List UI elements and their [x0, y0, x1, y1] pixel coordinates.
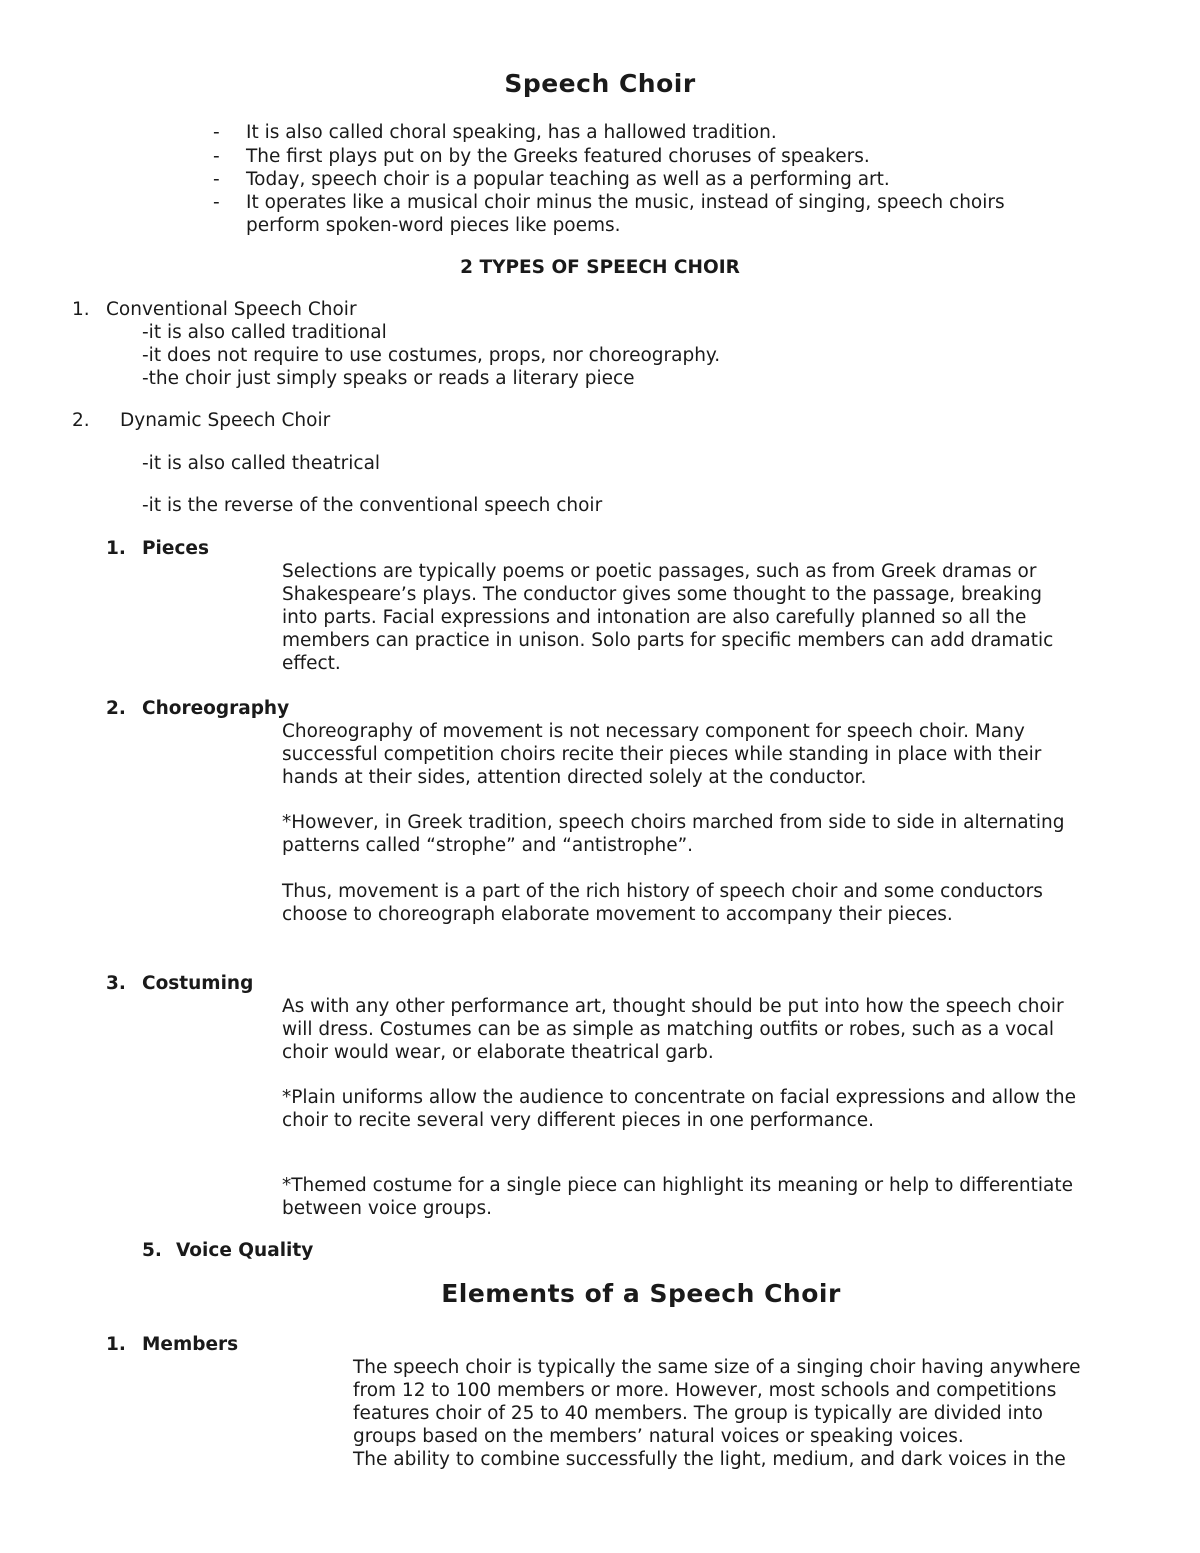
- type1-number: 1.: [72, 299, 90, 320]
- members-line: groups based on the members’ natural voices or speaking voices.: [353, 1426, 964, 1447]
- bullet-dash: -: [213, 169, 220, 190]
- costuming-line: will dress. Costumes can be as simple as matching outfits or robes, such as a vocal: [282, 1019, 1055, 1040]
- type2-label: Dynamic Speech Choir: [120, 410, 331, 431]
- intro-bullet: Today, speech choir is a popular teaching as well as a performing art.: [246, 169, 890, 190]
- members-number: 1.: [106, 1334, 126, 1355]
- members-line: features choir of 25 to 40 members. The group is typically are divided into: [353, 1403, 1043, 1424]
- costuming-heading: Costuming: [142, 973, 254, 994]
- bullet-dash: -: [213, 146, 220, 167]
- members-line: The ability to combine successfully the light, medium, and dark voices in the: [353, 1449, 1066, 1470]
- type1-note: -the choir just simply speaks or reads a literary piece: [142, 368, 635, 389]
- type2-number: 2.: [72, 410, 90, 431]
- bullet-dash: -: [213, 192, 220, 213]
- intro-bullet: It is also called choral speaking, has a hallowed tradition.: [246, 122, 777, 143]
- members-line: The speech choir is typically the same size of a singing choir having anywhere: [353, 1357, 1081, 1378]
- costuming-line: *Plain uniforms allow the audience to concentrate on facial expressions and allow the: [282, 1087, 1076, 1108]
- intro-bullet: It operates like a musical choir minus the music, instead of singing, speech choirs: [246, 192, 1005, 213]
- intro-bullet-continued: perform spoken-word pieces like poems.: [246, 215, 621, 236]
- choreography-line: Choreography of movement is not necessary component for speech choir. Many: [282, 721, 1025, 742]
- page-title: Speech Choir: [504, 69, 696, 98]
- type2-note: -it is also called theatrical: [142, 453, 381, 474]
- voice-quality-heading: Voice Quality: [176, 1240, 314, 1261]
- pieces-heading: Pieces: [142, 538, 209, 559]
- type1-note: -it does not require to use costumes, props, nor choreography.: [142, 345, 721, 366]
- bullet-dash: -: [213, 122, 220, 143]
- pieces-line: Selections are typically poems or poetic passages, such as from Greek dramas or: [282, 561, 1037, 582]
- costuming-line: choir would wear, or elaborate theatrical garb.: [282, 1042, 714, 1063]
- type1-note: -it is also called traditional: [142, 322, 387, 343]
- choreography-line: Thus, movement is a part of the rich history of speech choir and some conductors: [282, 881, 1043, 902]
- choreography-number: 2.: [106, 698, 126, 719]
- choreography-line: choose to choreograph elaborate movement to accompany their pieces.: [282, 904, 953, 925]
- choreography-line: *However, in Greek tradition, speech choirs marched from side to side in alternating: [282, 812, 1065, 833]
- intro-bullet: The first plays put on by the Greeks featured choruses of speakers.: [246, 146, 870, 167]
- type1-label: Conventional Speech Choir: [106, 299, 357, 320]
- choreography-line: hands at their sides, attention directed solely at the conductor.: [282, 767, 867, 788]
- choreography-line: patterns called “strophe” and “antistrophe”.: [282, 835, 694, 856]
- pieces-line: members can practice in unison. Solo parts for specific members can add dramatic: [282, 630, 1054, 651]
- members-heading: Members: [142, 1334, 239, 1355]
- choreography-line: successful competition choirs recite their pieces while standing in place with their: [282, 744, 1042, 765]
- members-line: from 12 to 100 members or more. However, most schools and competitions: [353, 1380, 1057, 1401]
- pieces-line: Shakespeare’s plays. The conductor gives some thought to the passage, breaking: [282, 584, 1042, 605]
- costuming-line: *Themed costume for a single piece can highlight its meaning or help to differentiate: [282, 1175, 1073, 1196]
- costuming-number: 3.: [106, 973, 126, 994]
- type2-note: -it is the reverse of the conventional speech choir: [142, 495, 603, 516]
- pieces-line: effect.: [282, 653, 341, 674]
- pieces-number: 1.: [106, 538, 126, 559]
- types-heading: 2 TYPES OF SPEECH CHOIR: [460, 257, 740, 278]
- choreography-heading: Choreography: [142, 698, 290, 719]
- voice-quality-number: 5.: [142, 1240, 162, 1261]
- costuming-line: As with any other performance art, thought should be put into how the speech choir: [282, 996, 1064, 1017]
- pieces-line: into parts. Facial expressions and intonation are also carefully planned so all the: [282, 607, 1027, 628]
- costuming-line: between voice groups.: [282, 1198, 492, 1219]
- costuming-line: choir to recite several very different pieces in one performance.: [282, 1110, 874, 1131]
- elements-title: Elements of a Speech Choir: [441, 1279, 841, 1308]
